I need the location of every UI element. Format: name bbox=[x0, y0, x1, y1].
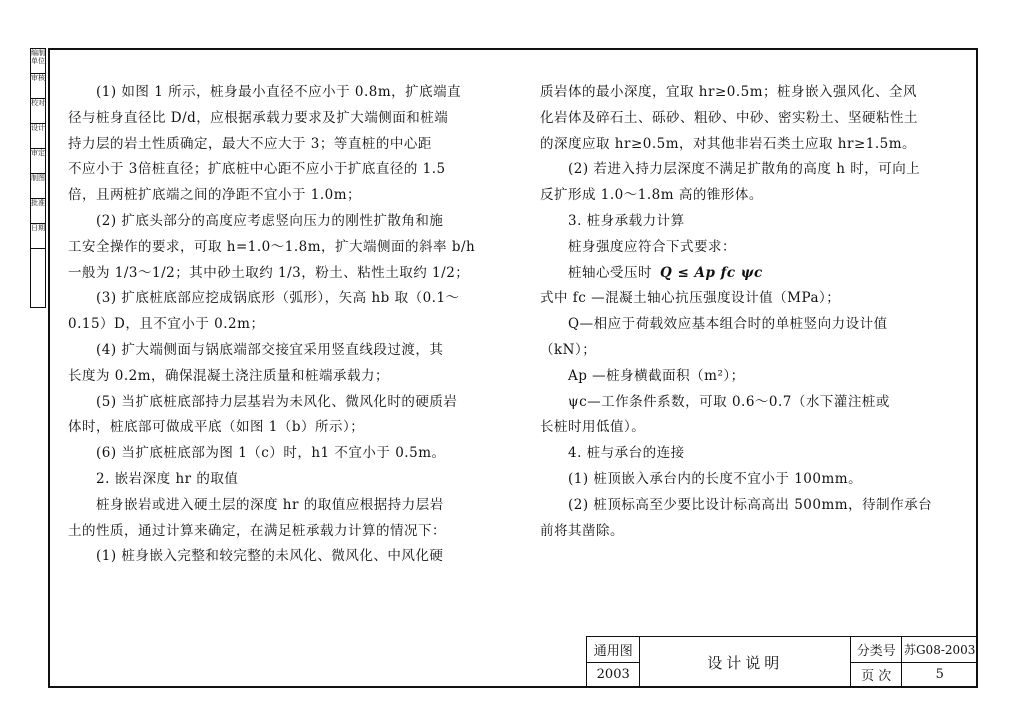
text-line: 工安全操作的要求，可取 h=1.0～1.8m，扩大端侧面的斜率 b/h bbox=[68, 238, 476, 255]
text-line: (2) 扩底头部分的高度应考虑竖向压力的刚性扩散角和施 bbox=[96, 212, 444, 229]
side-stamp-cell: 日期 bbox=[31, 224, 45, 249]
text-line: (1) 如图 1 所示，桩身最小直径不应小于 0.8m，扩底端直 bbox=[96, 84, 462, 100]
general-label: 通用图 bbox=[587, 637, 640, 663]
text-line: Ap —桩身横截面积（m²）； bbox=[568, 367, 745, 384]
side-stamp-cell: 批准 bbox=[31, 199, 45, 224]
text-line: 不应小于 3倍桩直径；扩底桩中心距不应小于扩底直径的 1.5 bbox=[68, 161, 446, 178]
text-line: 3. 桩身承载力计算 bbox=[568, 212, 685, 229]
text-line: 0.15）D，且不宜小于 0.2m； bbox=[68, 316, 265, 333]
text-line: 的深度应取 hr≥0.5m，对其他非岩石类土应取 hr≥1.5m。 bbox=[540, 135, 917, 152]
formula-line bbox=[540, 261, 965, 287]
text-line: 化岩体及碎石土、砾砂、粗砂、中砂、密实粉土、坚硬粘性土 bbox=[540, 109, 918, 126]
text-line: Q—相应于荷载效应基本组合时的单桩竖向力设计值 bbox=[568, 316, 888, 333]
text-line: 土的性质，通过计算来确定，在满足桩承载力计算的情况下： bbox=[68, 522, 446, 539]
text-line: 桩身嵌岩或进入硬土层的深度 hr 的取值应根据持力层岩 bbox=[96, 496, 444, 513]
page-label: 页 次 bbox=[851, 662, 902, 688]
side-stamp-cell: 审定 bbox=[31, 149, 45, 174]
text-line: (2) 若进入持力层深度不满足扩散角的高度 h 时，可向上 bbox=[568, 161, 921, 178]
formula-expression: Q ≤ Ap fc ψc bbox=[660, 264, 763, 281]
year-value: 2003 bbox=[587, 662, 640, 688]
text-line: 持力层的岩土性质确定，最大不应大于 3；等直桩的中心距 bbox=[68, 135, 432, 152]
text-line: 桩身强度应符合下式要求： bbox=[568, 238, 736, 255]
text-line: (2) 桩顶标高至少要比设计标高高出 500mm，待制作承台 bbox=[568, 496, 933, 513]
text-line: 一般为 1/3～1/2；其中砂土取约 1/3，粉土、粘性土取约 1/2； bbox=[68, 264, 470, 281]
text-line: (6) 当扩底桩底部为图 1（c）时，h1 不宜小于 0.5m。 bbox=[96, 445, 446, 462]
text-line: 4. 桩与承台的连接 bbox=[568, 445, 685, 462]
right-column bbox=[540, 80, 965, 544]
side-stamp-cell: 编制单位 bbox=[31, 49, 45, 74]
text-line: (1) 桩身嵌入完整和较完整的未风化、微风化、中风化硬 bbox=[96, 548, 444, 565]
text-line: ψc—工作条件系数，可取 0.6～0.7（水下灌注桩或 bbox=[568, 393, 890, 410]
text-line: 式中 fc —混凝土轴心抗压强度设计值（MPa）； bbox=[540, 290, 841, 307]
text-line: (4) 扩大端侧面与锅底端部交接宜采用竖直线段过渡，其 bbox=[96, 341, 444, 358]
side-stamp-cell: 制图 bbox=[31, 174, 45, 199]
left-column bbox=[68, 80, 498, 570]
sheet-title: 设计说明 bbox=[640, 637, 851, 688]
side-stamp-cell: 校对 bbox=[31, 99, 45, 124]
title-block bbox=[586, 636, 978, 688]
text-line: (1) 桩顶嵌入承台内的长度不宜小于 100mm。 bbox=[568, 470, 863, 487]
text-line: 前将其凿除。 bbox=[540, 522, 624, 539]
side-stamp-cell: 设计 bbox=[31, 124, 45, 149]
side-stamp-column bbox=[30, 48, 46, 308]
formula-label: 桩轴心受压时 bbox=[568, 264, 652, 281]
text-line: 质岩体的最小深度，宜取 hr≥0.5m；桩身嵌入强风化、全风 bbox=[540, 84, 918, 100]
text-line: 长桩时用低值）。 bbox=[540, 419, 646, 436]
category-label: 分类号 bbox=[851, 637, 902, 663]
text-line: 长度为 0.2m，确保混凝土浇注质量和桩端承载力； bbox=[68, 367, 390, 384]
category-value: 苏G08-2003 bbox=[902, 637, 978, 663]
text-line: 倍，且两桩扩底端之间的净距不宜小于 1.0m； bbox=[68, 187, 362, 204]
page-number: 5 bbox=[902, 662, 978, 688]
text-line: (3) 扩底桩底部应挖成锅底形（弧形），矢高 hb 取（0.1～ bbox=[96, 290, 460, 307]
text-line: 反扩形成 1.0～1.8m 高的锥形体。 bbox=[540, 187, 763, 204]
text-line: (5) 当扩底桩底部持力层基岩为未风化、微风化时的硬质岩 bbox=[96, 393, 458, 410]
text-line: 径与桩身直径比 D/d，应根据承载力要求及扩大端侧面和桩端 bbox=[68, 109, 449, 126]
text-line: 体时，桩底部可做成平底（如图 1（b）所示）； bbox=[68, 419, 365, 436]
side-stamp-cell: 审核 bbox=[31, 74, 45, 99]
text-line: （kN）； bbox=[540, 341, 597, 358]
text-line: 2. 嵌岩深度 hr 的取值 bbox=[96, 470, 239, 487]
